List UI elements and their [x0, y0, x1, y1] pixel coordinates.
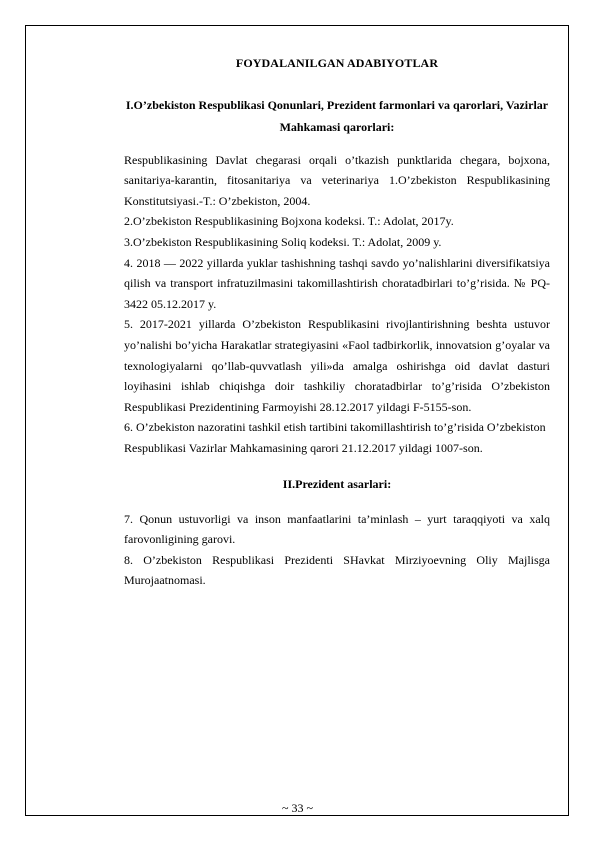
reference-item: 2.O’zbekiston Respublikasining Bojxona kodeksi. T.: Adolat, 2017y. — [124, 214, 454, 229]
reference-item: 5. 2017-2021 yillarda O’zbekiston Respublikasini rivojlantirishning beshta ustuvor yo’nalishi bo’yicha Harakatlar strategiyasini «Faol tadbirkorlik, innovatsion g’oyalar va texnologiyalarni qo’llab-quvvatlash yili»da amalga oshirishga oid davlat dasturi loyihasini ishlab chiqishga doir tashkiliy choratadbirlar to’g’risida O’zbekiston Respublikasi Prezidentining Farmoyishi 28.12.2017 yildagi F-5155-son. — [124, 317, 550, 414]
reference-item: 8. O’zbekiston Respublikasi Prezidenti SHavkat Mirziyoevning Oliy Majlisga Murojaatnomasi. — [124, 552, 550, 588]
section-heading-laws: I.O’zbekiston Respublikasi Qonunlari, Prezident farmonlari va qarorlari, Vazirlar Mahkamasi qarorlari: — [125, 97, 549, 134]
reference-item: 3.O’zbekiston Respublikasining Soliq kodeksi. T.: Adolat, 2009 y. — [124, 234, 442, 249]
reference-item: 4. 2018 — 2022 yillarda yuklar tashishning tashqi savdo yo’nalishlarini diversifikatsiya qilish va transport infratuzilmasini takomillashtirish choratadbirlari to’g’risida. № PQ-3422 05.12.2017 y. — [124, 255, 550, 311]
page-number: ~ 33 ~ — [282, 801, 313, 815]
reference-item: Respublikasi Vazirlar Mahkamasining qarori 21.12.2017 yildagi 1007-son. — [124, 440, 483, 455]
reference-item: 7. Qonun ustuvorligi va inson manfaatlarini ta’minlash – yurt taraqqiyoti va xalq farovonligining garovi. — [124, 511, 550, 547]
reference-item: Respublikasining Davlat chegarasi orqali o’tkazish punktlarida chegara, bojxona, sanitariya-karantin, fitosanitariya va veterinariya 1.O’zbekiston Respublikasining Konstitutsiyasi.-T.: O’zbekiston, 2004. — [124, 152, 550, 208]
section-heading-president-works: II.Prezident asarlari: — [282, 476, 392, 491]
bibliography-body — [124, 53, 550, 591]
reference-item: 6. O’zbekiston nazoratini tashkil etish tartibini takomillashtirish to’g’risida O’zbekiston — [124, 420, 546, 435]
page-title: FOYDALANILGAN ADABIYOTLAR — [235, 56, 439, 70]
